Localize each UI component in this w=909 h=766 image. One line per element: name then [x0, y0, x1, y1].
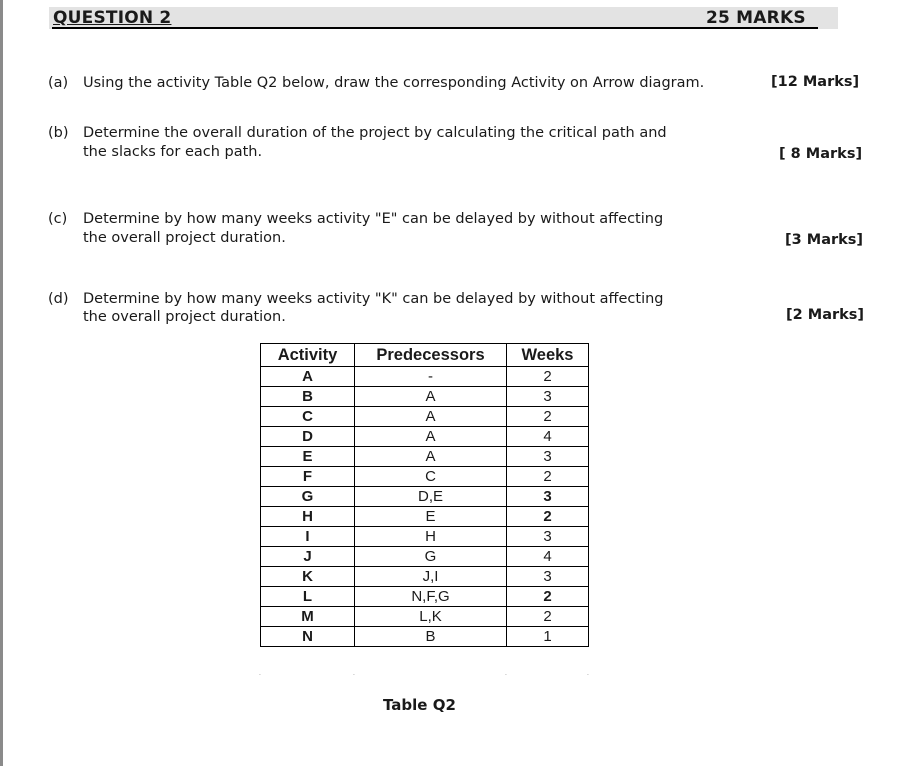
predecessors-cell: J,I — [355, 567, 507, 587]
table-artifact-dot: · — [505, 672, 507, 679]
activity-cell: K — [261, 567, 355, 587]
part-letter: (b) — [48, 125, 69, 141]
weeks-cell: 2 — [507, 467, 589, 487]
activity-cell: F — [261, 467, 355, 487]
weeks-cell: 4 — [507, 427, 589, 447]
weeks-cell: 2 — [507, 607, 589, 627]
part-a-marks: [12 Marks] — [771, 74, 860, 90]
table-row — [261, 607, 589, 627]
weeks-cell: 3 — [507, 567, 589, 587]
predecessors-cell: E — [355, 507, 507, 527]
activity-cell: G — [261, 487, 355, 507]
activity-cell: E — [261, 447, 355, 467]
activity-table — [260, 343, 589, 647]
part-letter: (d) — [48, 291, 69, 307]
table-row — [261, 447, 589, 467]
activity-cell: L — [261, 587, 355, 607]
table-header-row — [261, 344, 589, 367]
part-c-marks: [3 Marks] — [785, 232, 864, 248]
part-d-marks: [2 Marks] — [786, 307, 865, 323]
table-artifact-dot: · — [587, 672, 589, 679]
predecessors-cell: G — [355, 547, 507, 567]
part-letter: (a) — [48, 75, 69, 91]
table-artifact-dot: · — [259, 672, 261, 679]
predecessors-cell: A — [355, 447, 507, 467]
table-row — [261, 547, 589, 567]
activity-cell: A — [261, 367, 355, 387]
table-row — [261, 567, 589, 587]
part-b-marks: [ 8 Marks] — [779, 146, 863, 162]
predecessors-cell: D,E — [355, 487, 507, 507]
activity-cell: D — [261, 427, 355, 447]
table-row — [261, 587, 589, 607]
table-row — [261, 407, 589, 427]
table-row — [261, 627, 589, 647]
activity-cell: I — [261, 527, 355, 547]
part-text-line: Determine the overall duration of the project by calculating the critical path and — [83, 125, 667, 141]
weeks-cell: 3 — [507, 487, 589, 507]
predecessors-cell: - — [355, 367, 507, 387]
weeks-cell: 4 — [507, 547, 589, 567]
weeks-cell: 2 — [507, 507, 589, 527]
activity-cell: H — [261, 507, 355, 527]
header-weeks: Weeks — [507, 344, 589, 367]
table-row — [261, 507, 589, 527]
predecessors-cell: B — [355, 627, 507, 647]
table-row — [261, 387, 589, 407]
activity-cell: M — [261, 607, 355, 627]
page-left-border — [0, 0, 3, 766]
weeks-cell: 1 — [507, 627, 589, 647]
table-row — [261, 467, 589, 487]
part-text-line: Determine by how many weeks activity "K" can be delayed by without affecting — [83, 291, 664, 307]
weeks-cell: 2 — [507, 407, 589, 427]
table-row — [261, 487, 589, 507]
part-text-line: the overall project duration. — [83, 309, 286, 325]
part-text-line: the slacks for each path. — [83, 144, 263, 160]
header-activity: Activity — [261, 344, 355, 367]
predecessors-cell: L,K — [355, 607, 507, 627]
table-artifact-dot: · — [353, 672, 355, 679]
question-title: QUESTION 2 — [53, 8, 172, 28]
activity-cell: C — [261, 407, 355, 427]
part-letter: (c) — [48, 211, 68, 227]
predecessors-cell: A — [355, 427, 507, 447]
predecessors-cell: C — [355, 467, 507, 487]
table-row — [261, 367, 589, 387]
predecessors-cell: A — [355, 387, 507, 407]
table-row — [261, 427, 589, 447]
part-text-line: the overall project duration. — [83, 230, 286, 246]
weeks-cell: 3 — [507, 387, 589, 407]
table-row — [261, 527, 589, 547]
weeks-cell: 3 — [507, 527, 589, 547]
predecessors-cell: N,F,G — [355, 587, 507, 607]
part-text-line: Determine by how many weeks activity "E" can be delayed by without affecting — [83, 211, 664, 227]
activity-cell: J — [261, 547, 355, 567]
part-text-line: Using the activity Table Q2 below, draw the corresponding Activity on Arrow diagram. — [83, 75, 705, 91]
header-predecessors: Predecessors — [355, 344, 507, 367]
weeks-cell: 2 — [507, 367, 589, 387]
predecessors-cell: H — [355, 527, 507, 547]
table-caption: Table Q2 — [383, 696, 456, 714]
activity-cell: N — [261, 627, 355, 647]
predecessors-cell: A — [355, 407, 507, 427]
question-total-marks: 25 MARKS — [706, 8, 806, 28]
activity-cell: B — [261, 387, 355, 407]
weeks-cell: 2 — [507, 587, 589, 607]
weeks-cell: 3 — [507, 447, 589, 467]
